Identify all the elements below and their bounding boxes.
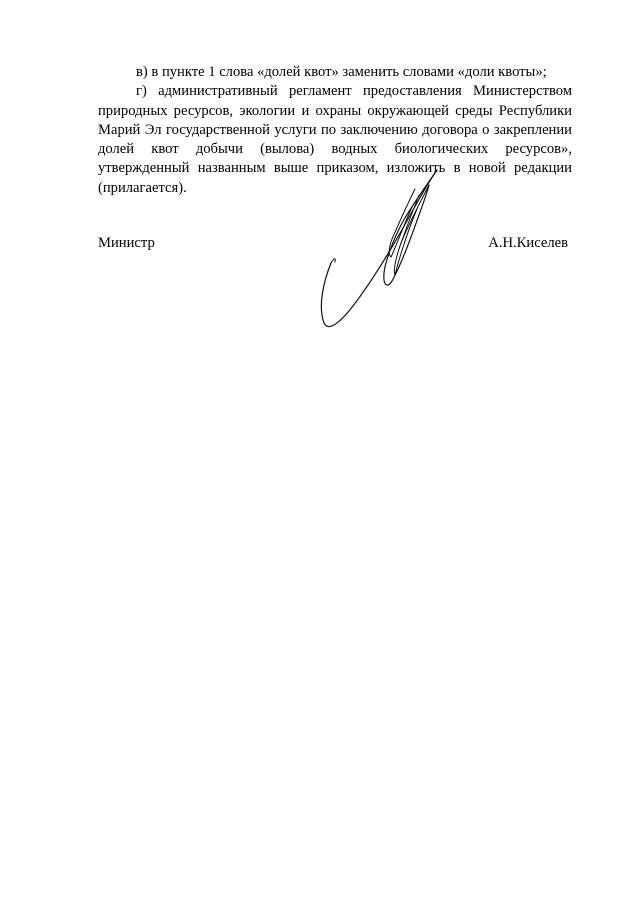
paragraph-g: г) административный регламент предоставления Министерством природных ресурсов, экологии и охраны окружающей среды Республики Марий Эл государственной услуги по заключению договора о закреплении долей квот добычи (вылова) водных биологических ресурсов», утвержденный названным выше приказом, изложить в новой редакции (прилагается).	[98, 83, 572, 196]
signatory-name: А.Н.Киселев	[488, 235, 568, 251]
paragraph-v: в) в пункте 1 слова «долей квот» заменить словами «доли квоты»;	[136, 64, 547, 80]
signatory-title: Министр	[98, 235, 155, 251]
signature-block	[98, 234, 572, 254]
